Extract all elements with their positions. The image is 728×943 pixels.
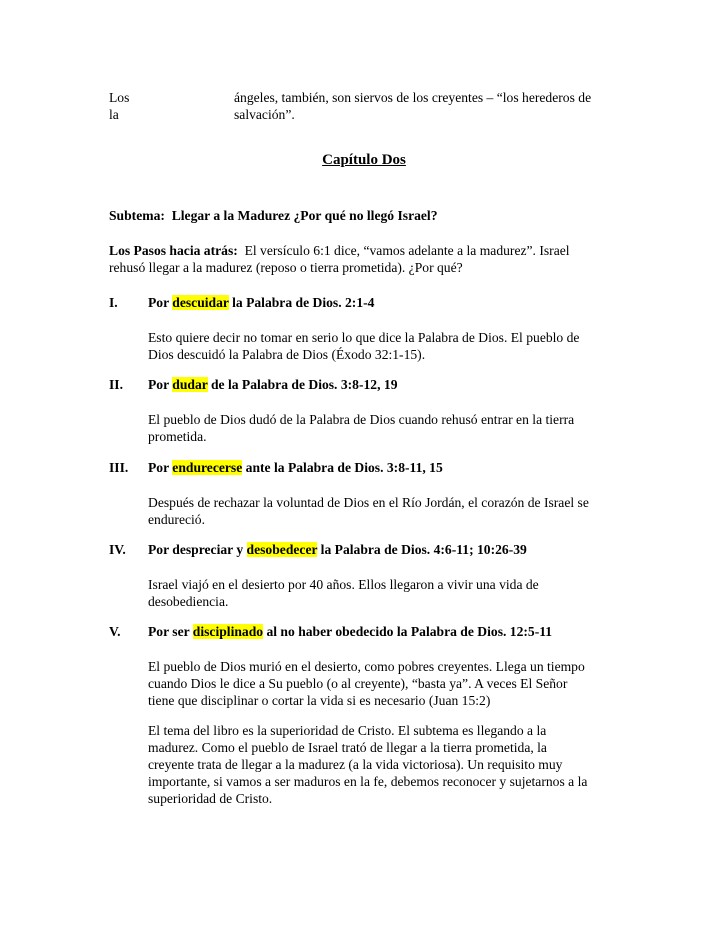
subtema-line — [109, 207, 438, 224]
point-4-numeral: IV. — [109, 542, 126, 557]
point-5-body-line: tiene que disciplinar o cortar la vida si es necesario (Juan 15:2) — [148, 693, 491, 708]
point-1-body — [148, 329, 628, 363]
closing-line: creyente trata de llegar a la madurez (a la vida victoriosa). Un requisito muy — [148, 757, 563, 772]
point-1-pre: Por — [148, 295, 173, 310]
point-2-pre: Por — [148, 377, 173, 392]
point-2-heading — [148, 376, 398, 393]
intro-left-line-2: la — [109, 107, 119, 122]
point-5-body-line: cuando Dios le dice a Su pueblo (o al creyente), “basta ya”. A veces El Señor — [148, 676, 568, 691]
closing-line: El tema del libro es la superioridad de Cristo. El subtema es llegando a la — [148, 723, 547, 738]
subtema-label: Subtema: — [109, 208, 165, 223]
intro-left-line-1: Los — [109, 90, 130, 105]
point-2-body-line: prometida. — [148, 429, 207, 444]
point-2-post: de la Palabra de Dios. 3:8-12, 19 — [207, 377, 398, 392]
pasos-line-1 — [109, 242, 570, 259]
point-5-highlight: disciplinado — [192, 624, 264, 639]
point-5-pre: Por ser — [148, 624, 193, 639]
point-1-numeral: I. — [109, 295, 118, 310]
point-3-heading — [148, 459, 443, 476]
point-1-heading — [148, 294, 374, 311]
pasos-line-2: rehusó llegar a la madurez (reposo o tierra prometida). ¿Por qué? — [109, 260, 463, 275]
closing-line: importante, si vamos a ser maduros en la fe, debemos reconocer y sujetarnos a la — [148, 774, 588, 789]
point-2-highlight: dudar — [172, 377, 208, 392]
subtema-text: Llegar a la Madurez ¿Por qué no llegó Israel? — [171, 208, 438, 223]
point-3-post: ante la Palabra de Dios. 3:8-11, 15 — [242, 460, 443, 475]
point-3-highlight: endurecerse — [172, 460, 243, 475]
point-4-post: la Palabra de Dios. 4:6-11; 10:26-39 — [317, 542, 527, 557]
point-2-numeral: II. — [109, 377, 123, 392]
point-4-highlight: desobedecer — [246, 542, 318, 557]
point-4-body-line: desobediencia. — [148, 594, 229, 609]
closing-line: superioridad de Cristo. — [148, 791, 273, 806]
point-1-body-line: Esto quiere decir no tomar en serio lo que dice la Palabra de Dios. El pueblo de — [148, 330, 580, 345]
point-4-heading — [148, 541, 527, 558]
point-5-body-line: El pueblo de Dios murió en el desierto, como pobres creyentes. Llega un tiempo — [148, 659, 585, 674]
point-1-highlight: descuidar — [172, 295, 229, 310]
point-1-body-line: Dios descuidó la Palabra de Dios (Éxodo 32:1-15). — [148, 347, 426, 362]
point-3-body — [148, 494, 628, 528]
closing-paragraph — [148, 722, 628, 807]
pasos-line-1-text: El versículo 6:1 dice, “vamos adelante a la madurez”. Israel — [244, 243, 570, 258]
intro-right-line-1: ángeles, también, son siervos de los creyentes – “los herederos de — [234, 90, 592, 105]
closing-line: madurez. Como el pueblo de Israel trató de llegar a la tierra prometida, la — [148, 740, 547, 755]
point-5-numeral: V. — [109, 624, 121, 639]
intro-right-line-2: salvación”. — [234, 107, 295, 122]
point-5-body — [148, 658, 628, 709]
point-3-body-line: endureció. — [148, 512, 205, 527]
point-4-body — [148, 576, 628, 610]
point-3-pre: Por — [148, 460, 173, 475]
point-4-pre: Por despreciar y — [148, 542, 247, 557]
point-5-heading — [148, 623, 552, 640]
point-2-body-line: El pueblo de Dios dudó de la Palabra de Dios cuando rehusó entrar en la tierra — [148, 412, 575, 427]
point-5-post: al no haber obedecido la Palabra de Dios. 12:5-11 — [263, 624, 553, 639]
point-3-body-line: Después de rechazar la voluntad de Dios en el Río Jordán, el corazón de Israel se — [148, 495, 589, 510]
point-3-numeral: III. — [109, 460, 129, 475]
pasos-label: Los Pasos hacia atrás: — [109, 243, 238, 258]
point-2-body — [148, 411, 628, 445]
point-4-body-line: Israel viajó en el desierto por 40 años. Ellos llegaron a vivir una vida de — [148, 577, 539, 592]
point-1-post: la Palabra de Dios. 2:1-4 — [228, 295, 375, 310]
chapter-title: Capítulo Dos — [322, 152, 406, 168]
